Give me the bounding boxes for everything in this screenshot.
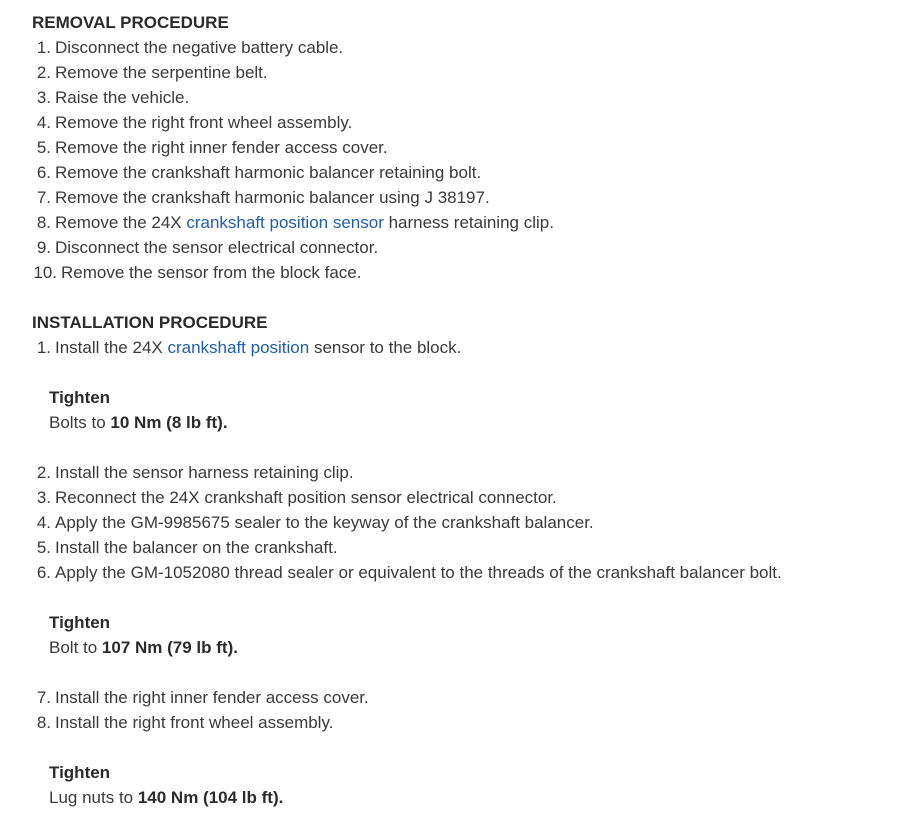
installation-step xyxy=(0,685,369,710)
step-text: Reconnect the 24X crankshaft position sensor electrical connector. xyxy=(55,488,557,507)
step-number: 8. xyxy=(36,713,51,732)
torque-value: 140 Nm (104 lb ft). xyxy=(137,788,284,807)
step-number: 1. xyxy=(36,338,51,357)
torque-spec xyxy=(49,635,238,660)
crankshaft-position-link[interactable]: crankshaft position xyxy=(167,338,310,357)
torque-value: 10 Nm (8 lb ft). xyxy=(110,413,228,432)
step-number: 7. xyxy=(36,188,51,207)
step-text: Install the right inner fender access cover. xyxy=(55,688,369,707)
torque-prefix: Lug nuts to xyxy=(49,788,138,807)
step-text: Remove the crankshaft harmonic balancer using J 38197. xyxy=(55,188,490,207)
removal-step xyxy=(0,110,352,135)
step-text: Remove the serpentine belt. xyxy=(55,63,268,82)
tighten-label: Tighten xyxy=(49,763,111,782)
installation-step xyxy=(0,710,333,735)
removal-step xyxy=(0,210,554,235)
step-text: Remove the right front wheel assembly. xyxy=(55,113,353,132)
step-text: Raise the vehicle. xyxy=(55,88,190,107)
step-number: 4. xyxy=(36,113,51,132)
step-text-after: sensor to the block. xyxy=(309,338,462,357)
step-number: 8. xyxy=(36,213,51,232)
torque-spec xyxy=(49,785,283,810)
torque-spec xyxy=(49,410,228,435)
step-number: 7. xyxy=(36,688,51,707)
installation-heading: INSTALLATION PROCEDURE xyxy=(32,313,268,332)
removal-step xyxy=(0,85,189,110)
step-number: 10. xyxy=(33,263,57,282)
step-number: 2. xyxy=(36,463,51,482)
step-text-before: Install the 24X xyxy=(55,338,168,357)
step-text-after: harness retaining clip. xyxy=(383,213,554,232)
step-text-before: Remove the 24X xyxy=(55,213,187,232)
installation-step xyxy=(0,560,782,585)
step-text: Install the sensor harness retaining clip. xyxy=(55,463,354,482)
step-text: Disconnect the negative battery cable. xyxy=(55,38,344,57)
step-number: 2. xyxy=(36,63,51,82)
removal-step xyxy=(0,160,481,185)
removal-step xyxy=(0,135,388,160)
removal-heading: REMOVAL PROCEDURE xyxy=(32,13,229,32)
step-number: 3. xyxy=(36,88,51,107)
removal-step xyxy=(0,35,343,60)
installation-step xyxy=(0,460,354,485)
installation-step xyxy=(0,335,461,360)
step-text: Remove the sensor from the block face. xyxy=(61,263,362,282)
step-number: 5. xyxy=(36,538,51,557)
step-number: 6. xyxy=(36,563,51,582)
crankshaft-position-sensor-link[interactable]: crankshaft position sensor xyxy=(186,213,384,232)
step-number: 4. xyxy=(36,513,51,532)
step-text: Install the balancer on the crankshaft. xyxy=(55,538,338,557)
step-text: Apply the GM-9985675 sealer to the keyway of the crankshaft balancer. xyxy=(55,513,594,532)
step-text: Install the right front wheel assembly. xyxy=(55,713,334,732)
removal-step xyxy=(0,60,268,85)
step-text xyxy=(51,335,461,360)
step-number: 1. xyxy=(36,38,51,57)
step-text: Remove the crankshaft harmonic balancer retaining bolt. xyxy=(55,163,482,182)
torque-prefix: Bolt to xyxy=(49,638,102,657)
step-text: Disconnect the sensor electrical connector. xyxy=(55,238,379,257)
tighten-label: Tighten xyxy=(49,388,111,407)
removal-step xyxy=(0,185,490,210)
step-text xyxy=(51,210,554,235)
torque-prefix: Bolts to xyxy=(49,413,111,432)
step-text: Remove the right inner fender access cover. xyxy=(55,138,388,157)
step-number: 5. xyxy=(36,138,51,157)
step-text: Apply the GM-1052080 thread sealer or equivalent to the threads of the crankshaft balancer bolt. xyxy=(55,563,782,582)
step-number: 9. xyxy=(36,238,51,257)
removal-step xyxy=(0,260,361,285)
installation-step xyxy=(0,510,594,535)
step-number: 6. xyxy=(36,163,51,182)
torque-value: 107 Nm (79 lb ft). xyxy=(101,638,238,657)
step-number: 3. xyxy=(36,488,51,507)
installation-step xyxy=(0,535,338,560)
installation-step xyxy=(0,485,557,510)
removal-step xyxy=(0,235,378,260)
tighten-label: Tighten xyxy=(49,613,111,632)
